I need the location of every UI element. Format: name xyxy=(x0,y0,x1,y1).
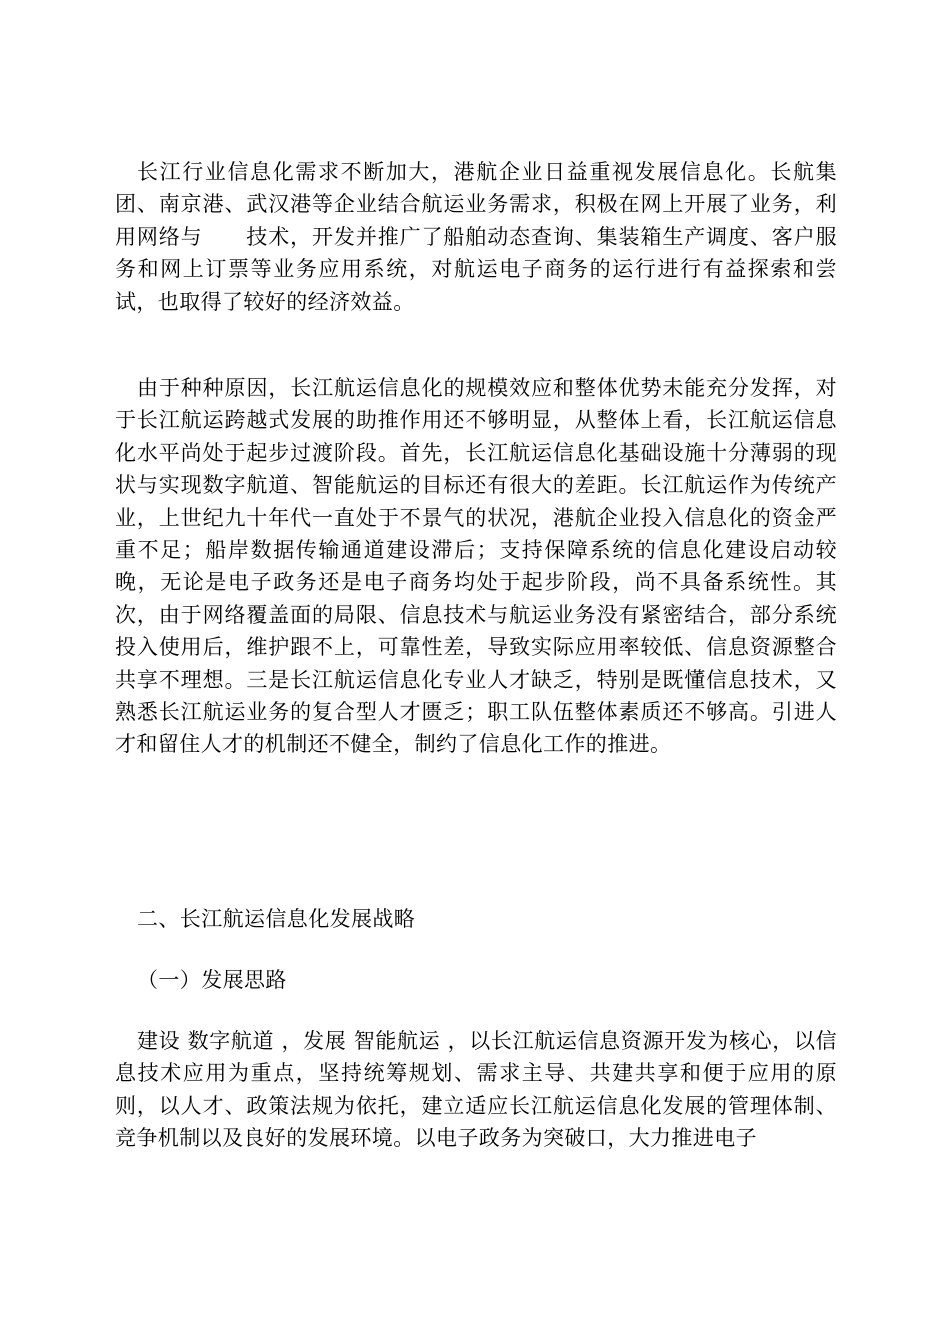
paragraph-development-approach: 建设 数字航道 ，发展 智能航运 ，以长江航运信息资源开发为核心，以信息技术应用为重点，坚持统筹规划、需求主导、共建共享和便于应用的原则，以人才、政策法规为依托，建立适应长江航运信息化发展的管理体制、竞争机制以及良好的发展环境。以电子政务为突破口，大力推进电子 xyxy=(115,1029,837,1151)
subsection-heading-approach: （一）发展思路 xyxy=(137,968,287,992)
section-heading-strategy: 二、长江航运信息化发展战略 xyxy=(137,907,416,931)
paragraph-current-status: 由于种种原因，长江航运信息化的规模效应和整体优势未能充分发挥，对于长江航运跨越式发展的助推作用还不够明显，从整体上看，长江航运信息化水平尚处于起步过渡阶段。首先，长江航运信息化基础设施十分薄弱的现状与实现数字航道、智能航运的目标还有很大的差距。长江航运作为传统产业，上世纪九十年代一直处于不景气的状况，港航企业投入信息化的资金严重不足；船岸数据传输通道建设滞后；支持保障系统的信息化建设启动较晚，无论是电子政务还是电子商务均处于起步阶段，尚不具备系统性。其次，由于网络覆盖面的局限、信息技术与航运业务没有紧密结合，部分系统投入使用后，维护跟不上，可靠性差，导致实际应用率较低、信息资源整合共享不理想。三是长江航运信息化专业人才缺乏，特别是既懂信息技术，又熟悉长江航运业务的复合型人才匮乏；职工队伍整体素质还不够高。引进人才和留住人才的机制还不健全，制约了信息化工作的推进。 xyxy=(115,376,837,757)
paragraph-industry-demand: 长江行业信息化需求不断加大，港航企业日益重视发展信息化。长航集团、南京港、武汉港等企业结合航运业务需求，积极在网上开展了业务，利用网络与 技术，开发并推广了船舶动态查询、集装箱生产调度、客户服务和网上订票等业务应用系统，对航运电子商务的运行进行有益探索和尝试，也取得了较好的经济效益。 xyxy=(115,160,837,314)
